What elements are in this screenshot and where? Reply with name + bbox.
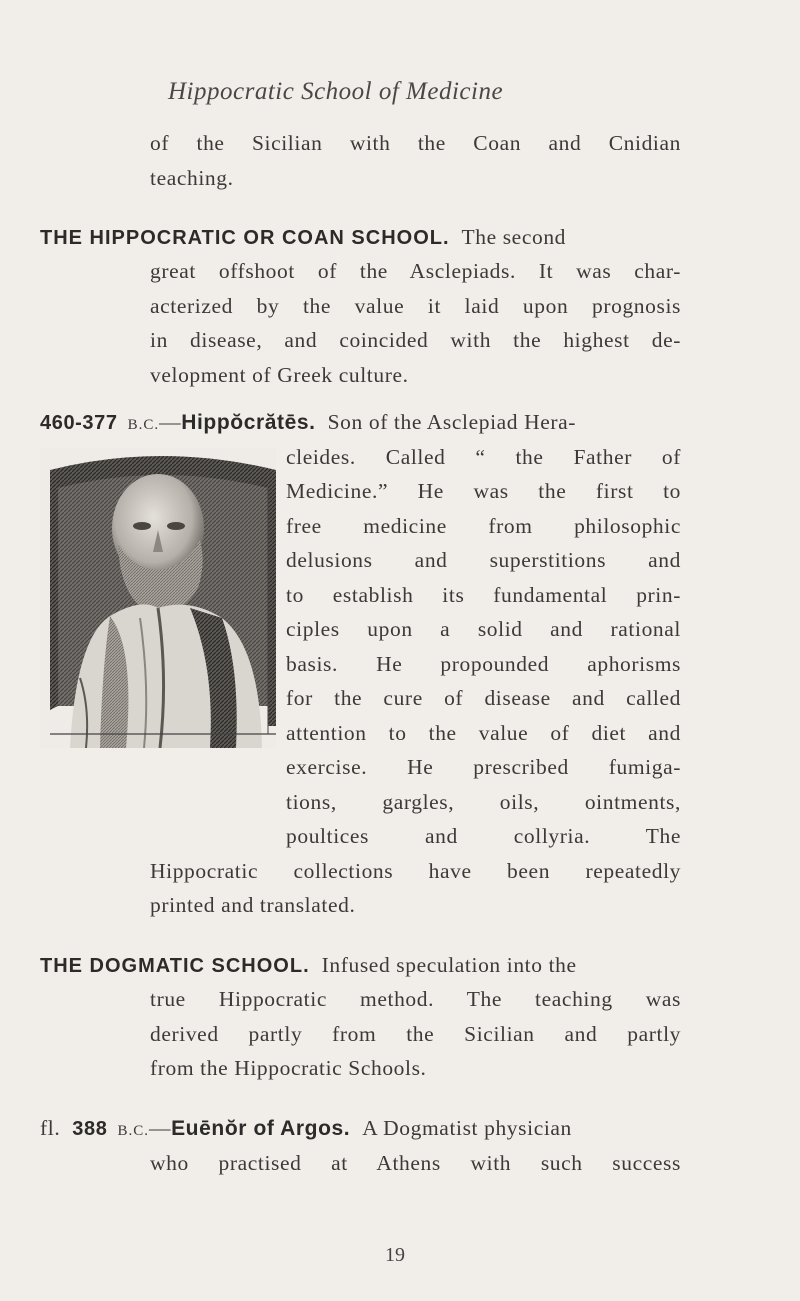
body-line: true Hippocratic method. The teaching was bbox=[150, 987, 681, 1011]
body-line: of the Sicilian with the Coan and Cnidian bbox=[150, 131, 681, 155]
section-heading-dogmatic bbox=[40, 955, 577, 977]
body-line: printed and translated. bbox=[150, 893, 356, 917]
body-text: A Dogmatist physician bbox=[362, 1116, 572, 1140]
body-text: Son of the Asclepiad Hera- bbox=[327, 410, 577, 434]
entry-name: Euēnŏr of Argos. bbox=[171, 1117, 351, 1140]
body-line: poultices and collyria. The bbox=[286, 824, 681, 848]
body-line: in disease, and coincided with the highest de- bbox=[150, 328, 681, 352]
entry-hippocrates-headline bbox=[40, 412, 576, 434]
body-line: ciples upon a solid and rational bbox=[286, 617, 681, 641]
body-line: who practised at Athens with such success bbox=[150, 1151, 681, 1175]
body-line: to establish its fundamental prin- bbox=[286, 583, 681, 607]
body-line: cleides. Called “ the Father of bbox=[286, 445, 681, 469]
section-heading-text: THE DOGMATIC SCHOOL. bbox=[40, 955, 310, 977]
body-line: free medicine from philosophic bbox=[286, 514, 681, 538]
body-text: The second bbox=[461, 225, 567, 249]
body-line: exercise. He prescribed fumiga- bbox=[286, 755, 681, 779]
body-line: for the cure of disease and called bbox=[286, 686, 681, 710]
body-line: Medicine.” He was the first to bbox=[286, 479, 681, 503]
entry-era: B.C. bbox=[117, 1123, 149, 1139]
body-line: tions, gargles, oils, ointments, bbox=[286, 790, 681, 814]
body-text: Infused speculation into the bbox=[321, 953, 577, 977]
body-line: attention to the value of diet and bbox=[286, 721, 681, 745]
body-line: teaching. bbox=[150, 166, 234, 190]
page-number: 19 bbox=[385, 1244, 405, 1266]
body-line: velopment of Greek culture. bbox=[150, 363, 409, 387]
body-line: basis. He propounded aphorisms bbox=[286, 652, 681, 676]
entry-euenor-headline bbox=[40, 1118, 572, 1140]
bust-portrait-icon bbox=[40, 448, 276, 748]
section-heading-text: THE HIPPOCRATIC OR COAN SCHOOL. bbox=[40, 227, 450, 249]
running-head: Hippocratic School of Medicine bbox=[168, 78, 504, 105]
entry-era: B.C. bbox=[127, 417, 160, 433]
body-line: great offshoot of the Asclepiads. It was char- bbox=[150, 259, 681, 283]
entry-dash: — bbox=[148, 1116, 172, 1140]
body-line: derived partly from the Sicilian and partly bbox=[150, 1022, 681, 1046]
entry-name: Hippŏcrătēs. bbox=[181, 411, 316, 434]
body-line: acterized by the value it laid upon prognosis bbox=[150, 294, 681, 318]
body-line: from the Hippocratic Schools. bbox=[150, 1056, 427, 1080]
entry-date: 460-377 bbox=[40, 412, 118, 434]
section-heading-coan bbox=[40, 227, 566, 249]
body-line: Hippocratic collections have been repeatedly bbox=[150, 859, 681, 883]
entry-date: 388 bbox=[72, 1118, 108, 1140]
entry-prefix: fl. bbox=[40, 1116, 61, 1140]
entry-dash: — bbox=[159, 410, 182, 434]
body-line: delusions and superstitions and bbox=[286, 548, 681, 572]
hippocrates-portrait bbox=[40, 448, 276, 748]
